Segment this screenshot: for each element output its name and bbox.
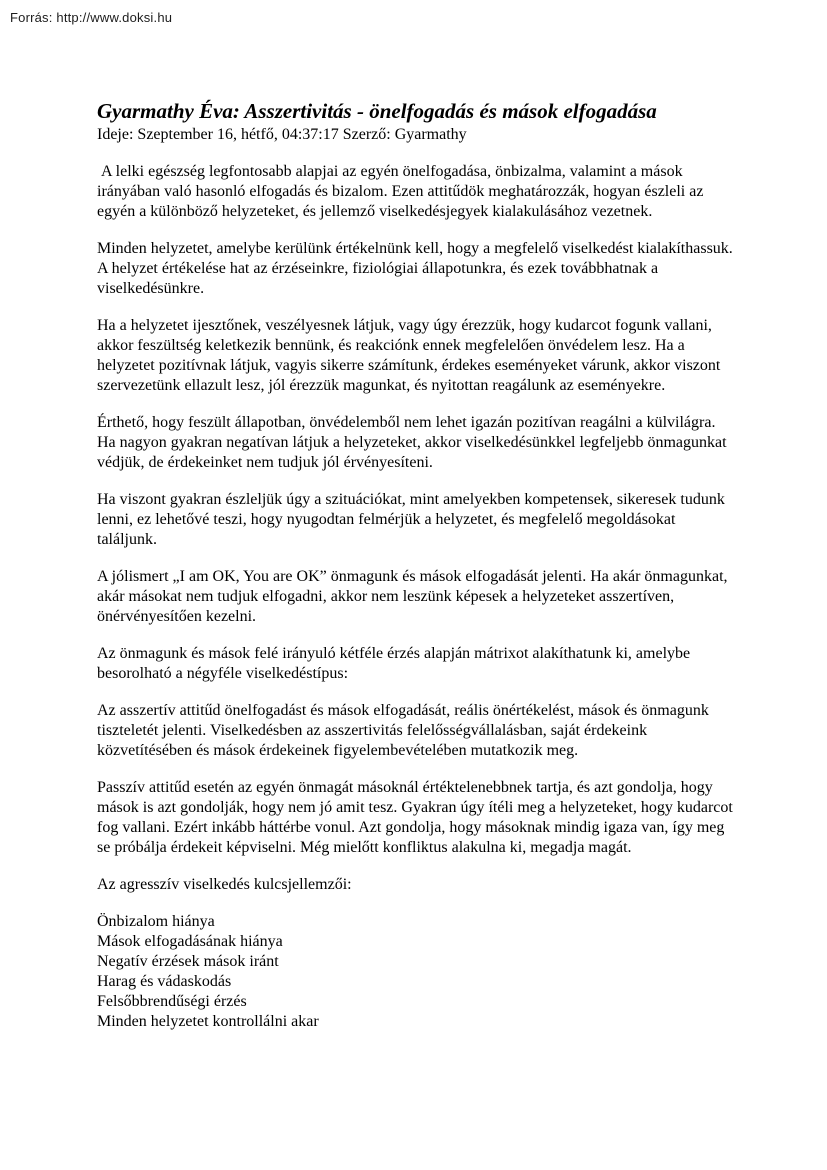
document-content (97, 99, 737, 1032)
aggressive-behavior-list (97, 912, 734, 1032)
paragraph-5: Ha viszont gyakran észleljük úgy a szituációkat, mint amelyekben kompetensek, sikeresek tudunk lenni, ez lehetővé teszi, hogy nyugodtan felmérjük a helyzetet, és megfelelő megoldásokat találjunk. (97, 491, 729, 549)
list-item: Mások elfogadásának hiánya (97, 933, 283, 951)
paragraph-10-list-heading: Az agresszív viselkedés kulcsjellemzői: (97, 876, 352, 894)
list-item: Harag és vádaskodás (97, 973, 232, 991)
list-item: Minden helyzetet kontrollálni akar (97, 1013, 319, 1031)
paragraph-6: A jólismert „I am OK, You are OK” önmagunk és mások elfogadását jelenti. Ha akár önmagunkat, akár másokat nem tudjuk elfogadni, akkor nem leszünk képesek a helyzeteket asszertíven, önérvényesítően kezelni. (97, 568, 732, 626)
document-body (97, 162, 737, 895)
list-item: Felsőbbrendűségi érzés (97, 993, 247, 1011)
source-header: Forrás: http://www.doksi.hu (10, 10, 173, 25)
list-item: Negatív érzések mások iránt (97, 953, 279, 971)
list-item: Önbizalom hiánya (97, 913, 215, 931)
paragraph-7: Az önmagunk és mások felé irányuló kétféle érzés alapján mátrixot alakíthatunk ki, amelybe besorolható a négyféle viselkedéstípus: (97, 645, 695, 683)
document-title: Gyarmathy Éva: Asszertivitás - önelfogadás és mások elfogadása (97, 99, 657, 123)
paragraph-2: Minden helyzetet, amelybe kerülünk értékelnünk kell, hogy a megfelelő viselkedést kialakíthassuk. A helyzet értékelése hat az érzéseinkre, fiziológiai állapotunkra, és ezek továbbhatnak a viselkedésünkre. (97, 240, 736, 298)
paragraph-9: Passzív attitűd esetén az egyén önmagát másoknál értéktelenebbnek tartja, és azt gondolja, hogy mások is azt gondolják, hogy nem jó amit tesz. Gyakran úgy ítéli meg a helyzeteket, hogy kudarcot fog vallani. Ezért inkább háttérbe vonul. Azt gondolja, hogy másoknak mindig igaza van, így meg se próbálja érdekeit képviselni. Még mielőtt konfliktus alakulna ki, megadja magát. (97, 779, 737, 857)
paragraph-1: A lelki egészség legfontosabb alapjai az egyén önelfogadása, önbizalma, valamint a mások irányában való hasonló elfogadás és bizalom. Ezen attitűdök meghatározzák, hogyan észleli az egyén a különböző helyzeteket, és jellemző viselkedésjegyek kialakulásához vezetnek. (97, 163, 708, 221)
paragraph-4: Érthető, hogy feszült állapotban, önvédelemből nem lehet igazán pozitívan reagálni a külvilágra. Ha nagyon gyakran negatívan látjuk a helyzeteket, akkor viselkedésünkkel legfeljebb önmagunkat védjük, de érdekeinket nem tudjuk jól érvényesíteni. (97, 414, 731, 472)
paragraph-3: Ha a helyzetet ijesztőnek, veszélyesnek látjuk, vagy úgy érezzük, hogy kudarcot fogunk vallani, akkor feszültség keletkezik bennünk, és reakciónk ennek megfelelően önvédelem lesz. Ha a helyzetet pozitívnak látjuk, vagyis sikerre számítunk, érdekes eseményeket várunk, akkor viszont szervezetünk ellazult lesz, jól érezzük magunkat, és nyitottan reagálunk az eseményekre. (97, 317, 725, 395)
document-meta-line: Ideje: Szeptember 16, hétfő, 04:37:17 Szerző: Gyarmathy (97, 126, 467, 144)
paragraph-8: Az asszertív attitűd önelfogadást és mások elfogadását, reális önértékelést, mások és önmagunk tiszteletét jelenti. Viselkedésben az asszertivitás felelősségvállalásban, saját érdekeink közvetítésében és mások érdekeinek figyelembevételében mutatkozik meg. (97, 702, 713, 760)
